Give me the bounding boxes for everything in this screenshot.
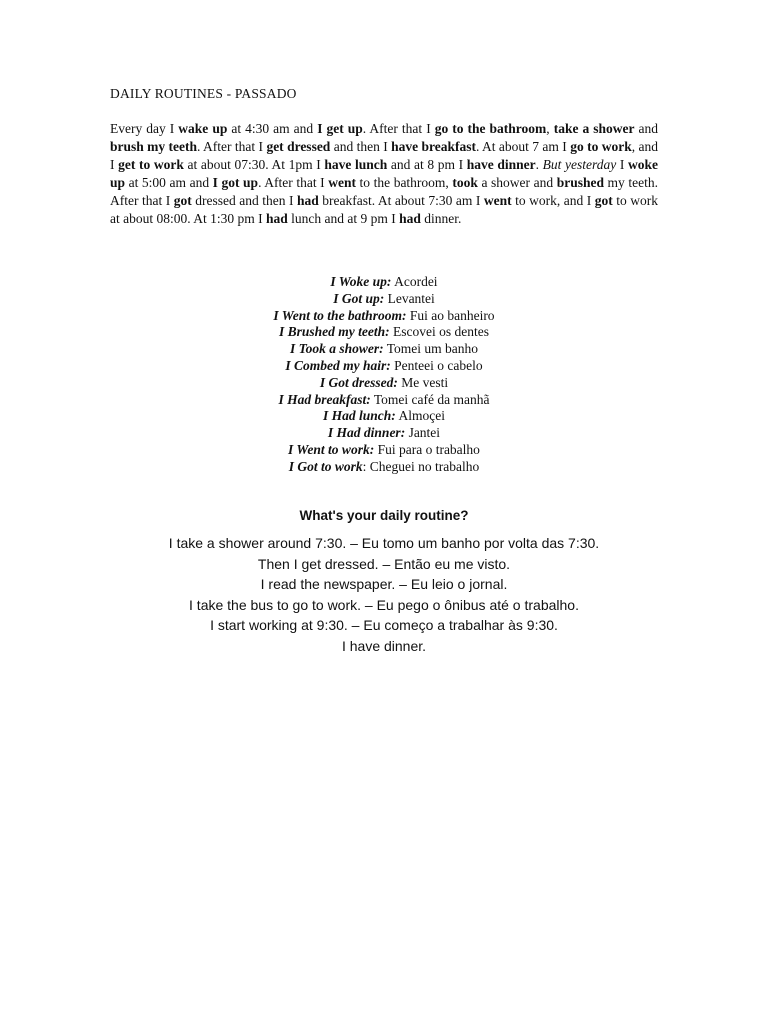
intro-text: I: [616, 157, 628, 172]
intro-phrase-italic: But yesterday: [542, 157, 617, 172]
intro-text: and then I: [330, 139, 392, 154]
vocabulary-list: [110, 274, 658, 476]
intro-phrase-bold: I got up: [212, 175, 259, 190]
vocab-item: [110, 408, 658, 425]
vocab-translation: Me vesti: [401, 374, 449, 390]
vocab-item: [110, 274, 658, 291]
intro-text: my teeth. After that I: [110, 175, 658, 208]
example-sentence: Then I get dressed. – Então eu me visto.: [257, 555, 511, 572]
vocab-term: I Had breakfast:: [278, 391, 371, 407]
vocab-term: I Combed my hair:: [285, 357, 391, 373]
vocab-item: [110, 392, 658, 409]
vocab-term: I Got to work: [288, 458, 363, 474]
vocab-translation: Fui para o trabalho: [377, 441, 480, 457]
intro-text: Every day I: [110, 121, 179, 136]
vocab-translation: Levantei: [387, 290, 435, 306]
vocab-translation: Jantei: [408, 425, 441, 441]
intro-text: at 5:00 am and: [125, 175, 213, 190]
document-title: DAILY ROUTINES - PASSADO: [110, 86, 297, 101]
vocab-item: [110, 341, 658, 358]
vocab-term: I Had dinner:: [327, 425, 406, 441]
intro-text: a shower and: [477, 175, 557, 190]
vocab-item: [110, 308, 658, 325]
question-heading: What's your daily routine?: [299, 508, 469, 523]
intro-text: lunch and at 9 pm I: [287, 211, 400, 226]
vocab-item: [110, 358, 658, 375]
intro-phrase-bold: got: [594, 193, 613, 208]
intro-phrase-bold: went: [328, 175, 356, 190]
intro-phrase-bold: go to the bathroom: [434, 121, 547, 136]
intro-phrase-bold: had: [399, 211, 421, 226]
vocab-term: I Got dressed:: [319, 374, 398, 390]
vocab-item: [110, 324, 658, 341]
example-sentence: I take a shower around 7:30. – Eu tomo um banho por volta das 7:30.: [168, 535, 600, 551]
intro-phrase-bold: have breakfast: [391, 139, 476, 154]
intro-phrase-bold: woke up: [110, 157, 658, 190]
vocab-term: I Woke up:: [330, 274, 392, 289]
intro-text: , and I: [110, 139, 658, 172]
vocab-term: I Brushed my teeth:: [279, 324, 390, 340]
example-sentences: [0, 533, 768, 657]
vocab-translation: Fui ao banheiro: [409, 307, 495, 323]
intro-phrase-bold: had: [296, 193, 319, 208]
intro-phrase-bold: brushed: [556, 175, 604, 190]
intro-phrase-bold: I get up: [317, 121, 363, 136]
vocab-translation: Penteei o cabelo: [394, 357, 483, 373]
vocab-term: I Went to the bathroom:: [273, 307, 407, 323]
intro-phrase-bold: had: [266, 211, 288, 226]
intro-phrase-bold: have lunch: [324, 157, 388, 172]
intro-text: and at 8 pm I: [387, 157, 467, 172]
intro-phrase-bold: take a shower: [553, 121, 635, 136]
intro-text: dinner.: [420, 211, 462, 226]
vocab-translation: Tomei café da manhã: [373, 391, 490, 407]
vocab-item: [110, 291, 658, 308]
intro-phrase-bold: have dinner: [466, 157, 536, 172]
intro-phrase-bold: go to work: [570, 139, 632, 154]
intro-text: . After that I: [362, 121, 435, 136]
vocab-item: [110, 375, 658, 392]
intro-text: . At about 7 am I: [476, 139, 571, 154]
intro-phrase-bold: wake up: [178, 121, 228, 136]
intro-phrase-bold: took: [452, 175, 478, 190]
example-sentence: I read the newspaper. – Eu leio o jornal.: [260, 576, 508, 593]
intro-text: .: [535, 157, 543, 172]
vocab-translation: : Cheguei no trabalho: [362, 458, 480, 474]
intro-text: to work at about 08:00. At 1:30 pm I: [110, 193, 658, 226]
intro-text: breakfast. At about 7:30 am I: [318, 193, 484, 208]
example-sentence: I take the bus to go to work. – Eu pego o ônibus até o trabalho.: [189, 596, 579, 613]
intro-text: dressed and then I: [191, 193, 297, 208]
intro-phrase-bold: got: [173, 193, 192, 208]
intro-text: at about 07:30. At 1pm I: [183, 157, 325, 172]
intro-paragraph: [110, 120, 658, 228]
intro-phrase-bold: get dressed: [266, 139, 331, 154]
vocab-translation: Escovei os dentes: [393, 324, 489, 340]
vocab-term: I Had lunch:: [323, 408, 396, 424]
vocab-term: I Went to work:: [288, 441, 375, 457]
intro-phrase-bold: get to work: [118, 157, 184, 172]
intro-text: to work, and I: [511, 193, 595, 208]
intro-text: and: [634, 121, 659, 136]
intro-text: . After that I: [258, 175, 329, 190]
intro-text: at 4:30 am and: [227, 121, 318, 136]
intro-text: ,: [546, 121, 554, 136]
intro-phrase-bold: went: [483, 193, 512, 208]
vocab-term: I Got up:: [333, 290, 385, 306]
intro-text: to the bathroom,: [355, 175, 453, 190]
vocab-item: [110, 442, 658, 459]
vocab-translation: Acordei: [394, 274, 438, 289]
intro-text: . After that I: [197, 139, 267, 154]
example-sentence: I have dinner.: [341, 637, 427, 654]
intro-phrase-bold: brush my teeth: [110, 139, 198, 154]
vocab-translation: Almoçei: [398, 408, 445, 424]
example-sentence: I start working at 9:30. – Eu começo a trabalhar às 9:30.: [210, 617, 558, 634]
vocab-item: [110, 459, 658, 476]
vocab-translation: Tomei um banho: [386, 341, 479, 357]
vocab-item: [110, 425, 658, 442]
vocab-term: I Took a shower:: [289, 341, 384, 357]
